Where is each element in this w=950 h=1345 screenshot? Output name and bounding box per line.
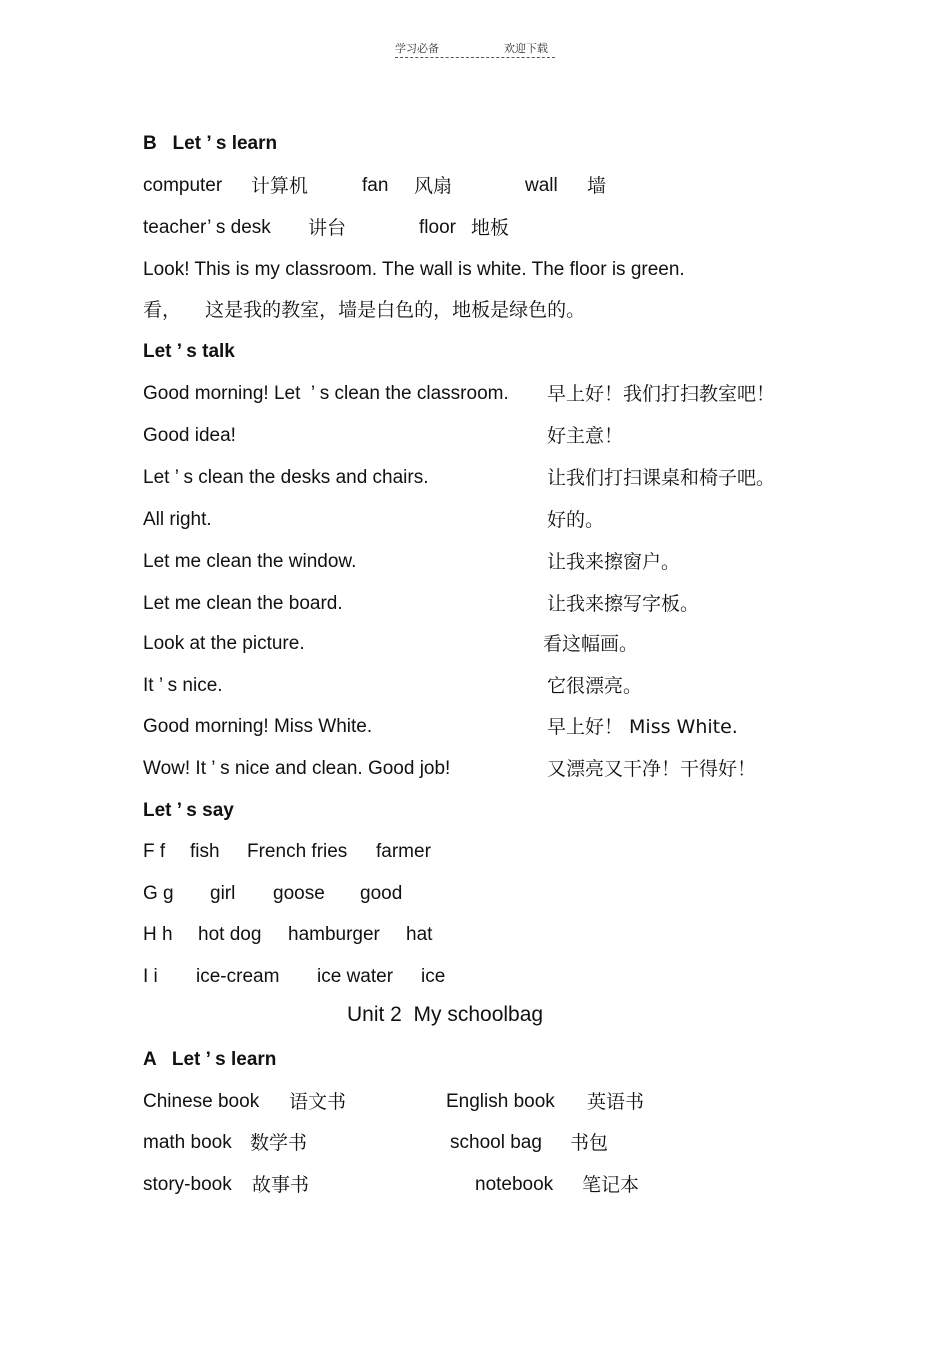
vocab-en: math book [143,1132,232,1153]
phonics-word: goose [273,883,325,904]
vocab-en: English book [446,1091,555,1112]
vocab-en: wall [525,175,558,196]
vocab-zh: 数学书 [250,1132,308,1154]
section-heading-say: Let ’ s say [143,800,234,821]
vocab-en: story-book [143,1174,232,1195]
header-right-text: 欢迎下载 [504,42,548,55]
phonics-letter: G g [143,883,174,904]
vocab-zh: 故事书 [252,1174,310,1196]
dialogue-zh: 早上好！ Miss White. [547,716,738,738]
section-heading-a-learn: A Let ’ s learn [143,1049,277,1070]
vocab-en: school bag [450,1132,542,1153]
dialogue-zh: 又漂亮又干净！干得好！ [547,758,757,780]
vocab-zh: 计算机 [251,175,309,197]
vocab-zh: 风扇 [414,175,453,197]
dialogue-zh: 好的。 [547,509,605,531]
phonics-word: farmer [376,841,431,862]
vocab-en: fan [362,175,389,196]
dialogue-en: All right. [143,509,212,530]
phonics-word: girl [210,883,236,904]
dialogue-zh: 好主意！ [547,425,624,447]
dialogue-en: Wow! It ’ s nice and clean. Good job! [143,758,451,779]
vocab-en: floor [419,217,456,238]
section-heading-b-learn: B Let ’ s learn [143,133,278,154]
sentence-en: Look! This is my classroom. The wall is white. The floor is green. [143,259,685,280]
dialogue-zh: 让我们打扫课桌和椅子吧。 [547,467,776,489]
phonics-letter: I i [143,966,158,987]
phonics-word: good [360,883,403,904]
dialogue-en: Let me clean the board. [143,593,343,614]
unit-title: Unit 2 My schoolbag [347,1003,544,1026]
section-heading-talk: Let ’ s talk [143,341,235,362]
phonics-word: French fries [247,841,348,862]
dialogue-en: Let ’ s clean the desks and chairs. [143,467,429,488]
dialogue-zh: 让我来擦窗户。 [547,551,681,573]
dialogue-en: Good morning! Let ’ s clean the classroom. [143,383,509,404]
dialogue-zh: 它很漂亮。 [547,675,643,697]
vocab-zh: 英语书 [587,1091,645,1113]
dialogue-en: Good morning! Miss White. [143,716,373,737]
dialogue-zh: 看这幅画。 [543,633,639,655]
vocab-zh: 语文书 [289,1091,347,1113]
dialogue-en: Let me clean the window. [143,551,357,572]
phonics-letter: H h [143,924,173,945]
dialogue-en: Look at the picture. [143,633,305,654]
phonics-word: hat [406,924,433,945]
vocab-zh: 地板 [471,217,510,239]
page-header [395,40,555,58]
phonics-word: hamburger [288,924,380,945]
vocab-en: teacher’ s desk [143,217,271,238]
vocab-zh: 讲台 [308,217,347,239]
sentence-zh: 看， 这是我的教室，墙是白色的，地板是绿色的。 [143,299,586,321]
phonics-letter: F f [143,841,166,862]
phonics-word: ice-cream [196,966,280,987]
dialogue-zh: 早上好！我们打扫教室吧！ [547,383,776,405]
phonics-word: ice [421,966,446,987]
dialogue-en: Good idea! [143,425,236,446]
vocab-zh: 书包 [570,1132,609,1154]
vocab-en: Chinese book [143,1091,260,1112]
vocab-en: notebook [475,1174,554,1195]
dialogue-zh: 让我来擦写字板。 [547,593,700,615]
vocab-zh: 墙 [587,175,607,197]
phonics-word: fish [190,841,220,862]
dialogue-en: It ’ s nice. [143,675,223,696]
phonics-word: hot dog [198,924,262,945]
phonics-word: ice water [317,966,394,987]
header-left-text: 学习必备 [395,42,439,55]
vocab-en: computer [143,175,223,196]
vocab-zh: 笔记本 [582,1174,640,1196]
